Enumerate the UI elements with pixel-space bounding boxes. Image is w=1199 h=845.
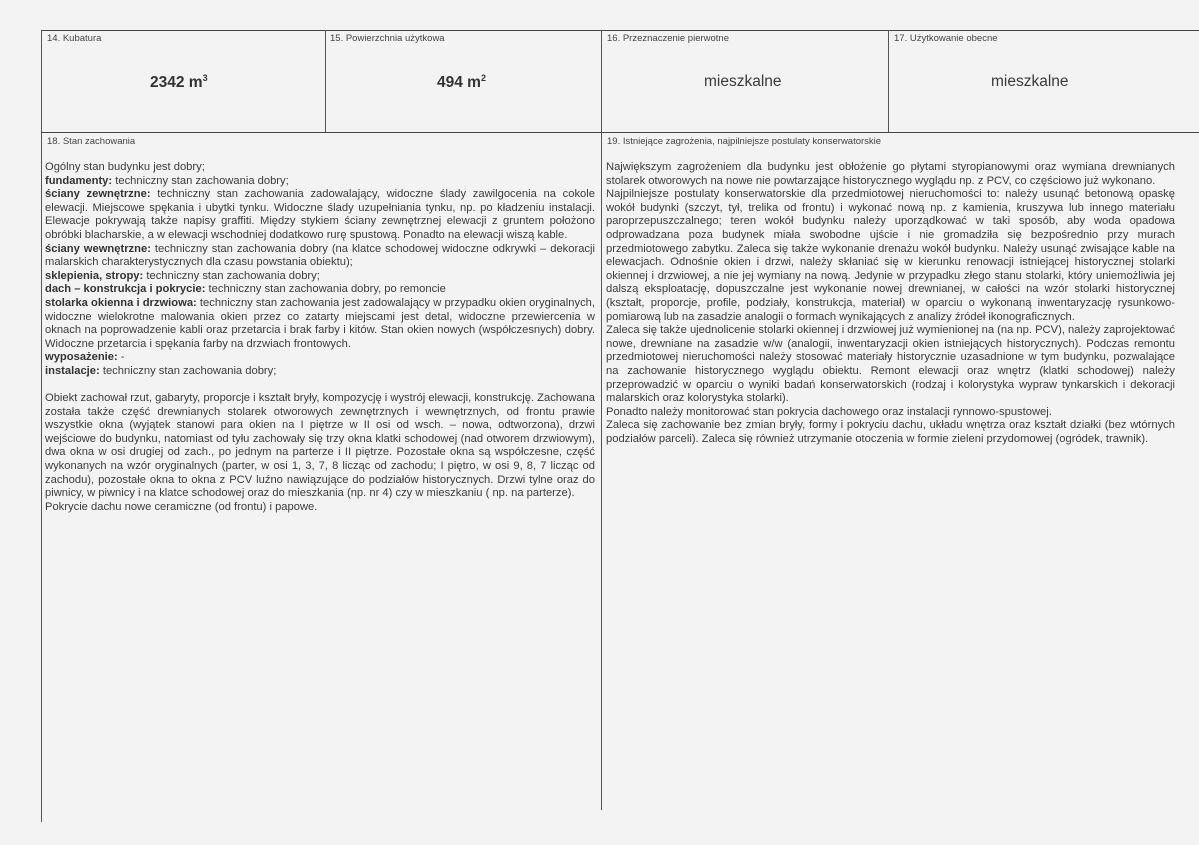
frame-line [325, 30, 326, 132]
stan-dach: dach – konstrukcja i pokrycie: techniczny stan zachowania dobry, po remoncie [45, 283, 446, 296]
stan-instalacje: instalacje: techniczny stan zachowania dobry; [45, 364, 277, 377]
przeznaczenie-label: 16. Przeznaczenie pierwotne [607, 33, 729, 44]
stan-opis-obiektu: Obiekt zachował rzut, gabaryty, proporcje i kształt bryły, kompozycję i wystrój elewacji, konstrukcję. Zachowana została także część drewnianych stolarek otworowych zewnętrznych i wewnętrznych, od frontu prawie wszystkie okna (wyjątek stanowi para okien na I piętrze w II osi od wsch. – nowa, odtworzona), drzwi wejściowe do budynku, natomiast od tyłu zachowały się trzy okna klatki schodowej (nad otworem drzwiowym), dwa okna w osi drugiej od zach., po jednym na parterze i II piętrze. Pozostałe okna są współczesne, część wykonanych na wzór oryginalnych (parter, w osi 1, 3, 7, 8 licząc od zachodu; I piętro, w osi 9, 8, 7 licząc od zachodu), pozostałe okna to okna z PCV luźno nawiązujące do podziałów historycznych. Drzwi tylne oraz do piwnicy, w piwnicy i na klatce schodowej oraz do mieszkania (np. nr 4) czy w mieszkaniu ( np. na parterze). [45, 392, 595, 500]
powierzchnia-label: 15. Powierzchnia użytkowa [330, 33, 445, 44]
uzytkowanie-label: 17. Użytkowanie obecne [894, 33, 998, 44]
przeznaczenie-value: mieszkalne [704, 73, 782, 90]
frame-line [41, 30, 42, 822]
frame-line [41, 132, 1199, 133]
stan-zachowania-text [45, 161, 595, 514]
zagrozenia-p3: Zaleca się także ujednolicenie stolarki okiennej i drzwiowej już wymienionej na (na np. PCV), należy zaprojektować nowe, drewniane na zasadzie w/w (analogii, inwentaryzacji okien istniejących historycznych). Podczas remontu przedmiotowej nieruchomości należy stosować materiały historycznie uzasadnione w tym budynku, pozwalające na zachowanie historycznego wyglądu obiektu. Remont elewacji oraz wnętrz (klatki schodowej) należy przeprowadzić w oparciu o wyniki badań konserwatorskich (rodzaj i kolorystyka wypraw tynkarskich i dekoracji malarskich oraz kolorystyka stolarki). [606, 324, 1175, 405]
stan-ogolny: Ogólny stan budynku jest dobry; [45, 161, 205, 173]
stan-pokrycie-dachu: Pokrycie dachu nowe ceramiczne (od frontu) i papowe. [45, 500, 318, 513]
uzytkowanie-value: mieszkalne [991, 73, 1069, 90]
zagrozenia-p1: Największym zagrożeniem dla budynku jest obłożenie go płytami styropianowymi oraz wymiana drewnianych stolarek otworowych na nowe nie powtarzające historycznego wyglądu np. z PCV, co częściowo już wykonano. [606, 161, 1175, 187]
zagrozenia-p2: Najpilniejsze postulaty konserwatorskie dla przedmiotowej nieruchomości to: należy usunąć betonową opaskę wokół budynki (szczyt, tył, trelika od frontu) i wykonać nową np. z kamienia, kruszywa lub innego materiału paroprzepuszczalnego; teren wokół budynku należy uporządkować w taki sposób, aby woda opadowa odprowadzana poza budynek miała swobodne ujście i nie gromadziła się bezpośrednio przy murach przedmiotowego zabytku. Zaleca się także wykonanie drenażu wokół budynku. Należy usunąć zwisające kable na elewacjach. Odnośnie okien i drzwi, należy skłaniać się w kierunku renowacji istniejącej historycznej stolarki okiennej i drzwiowej, a nie jej wymiany na nową. Jedynie w przypadku złego stanu stolarki, który uniemożliwia jej dalszą eksploatację, dopuszczalne jest wykonanie nowej drewnianej, w całości na wzór stolarki historycznej (kształt, proporcje, profile, podziały, konstrukcja, materiał) w oparciu o wykonaną inwentaryzację rysunkowo-pomiarową lub na zasadzie analogii o formach wynikających z analizy źródeł ikonograficznych. [606, 188, 1175, 323]
stan-wyposazenie: wyposażenie: - [45, 351, 125, 364]
zagrozenia-text [606, 161, 1175, 446]
frame-line [41, 30, 1199, 31]
stan-sciany-wewnetrzne: ściany wewnętrzne: techniczny stan zachowania dobry (na klatce schodowej widoczne odkrywki – dekoracji malarskich charakterystycznych dla czasu powstania obiektu); [45, 242, 596, 269]
zagrozenia-label: 19. Istniejące zagrożenia, najpilniejsze postulaty konserwatorskie [607, 136, 882, 147]
powierzchnia-value: 494 $m^2$ [437, 73, 486, 92]
kubatura-value: 2342 $m^3$ [150, 73, 208, 92]
frame-line [888, 30, 889, 132]
kubatura-label: 14. Kubatura [47, 33, 102, 44]
stan-sklepienia: sklepienia, stropy: techniczny stan zachowania dobry; [45, 269, 320, 282]
stan-sciany-zewnetrzne: ściany zewnętrzne: techniczny stan zachowania zadowalający, widoczne ślady zawilgocenia na cokole elewacji. Miejscowe spękania i ubytki tynku. Widoczne ślady uzupełniania tynku, np. po kładzeniu instalacji. Elewacje pokrywają także napisy graffiti. Między stykiem ściany zewnętrznej elewacji z gruntem położono obróbki blacharskie, a w elewacji wschodniej dodatkowo rurę spustową. Ponadto na elewacji wiszą kable. [45, 188, 595, 241]
stan-fundamenty: fundamenty: techniczny stan zachowania dobry; [45, 174, 289, 187]
stan-zachowania-label: 18. Stan zachowania [47, 136, 136, 147]
zagrozenia-p5: Zaleca się zachowanie bez zmian bryły, formy i pokryciu dachu, układu wnętrza oraz kształt działki (bez wtórnych podziałów parceli). Zaleca się również utrzymanie otoczenia w formie zieleni przydomowej (ogródek, trawnik). [606, 419, 1175, 445]
stan-stolarka: stolarka okienna i drzwiowa: techniczny stan zachowania jest zadowalający w przypadku okien oryginalnych, widoczne wielokrotne malowania okien przez co zatarty miejscami jest detal, widoczne przewiercenia w oknach na poprowadzenie kabli oraz przetarcia i brak farby i kitów. Stan okien nowych (współczesnych) dobry. Widoczne przetarcia i spękania farby na drzwiach frontowych. [45, 296, 595, 350]
frame-line [601, 30, 602, 810]
zagrozenia-p4: Ponadto należy monitorować stan pokrycia dachowego oraz instalacji rynnowo-spustowej. [606, 405, 1052, 418]
